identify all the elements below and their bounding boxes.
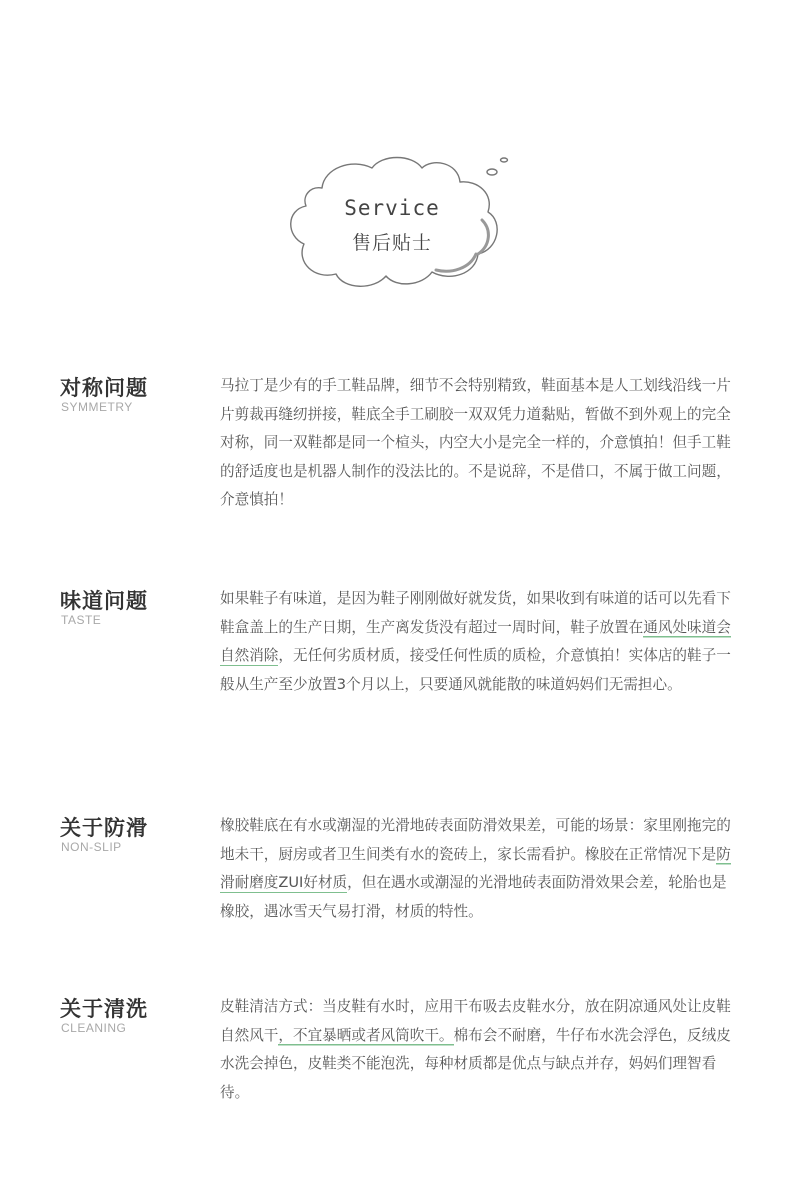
section-subtitle: SYMMETRY [61, 400, 133, 414]
highlighted-text: 通风处味道会自然消除 [220, 618, 731, 664]
section-subtitle: CLEANING [61, 1021, 127, 1035]
section-title: 关于清洗 [60, 997, 148, 1021]
section-text: 皮鞋清洁方式：当皮鞋有水时，应用干布吸去皮鞋水分，放在阴凉通风处让皮鞋自然风干，不宜暴晒或者风筒吹干。棉布会不耐磨，牛仔布水洗会浮色，反绒皮水洗会掉色，皮鞋类不能泡洗，每种材质都是优点与缺点并存，妈妈们理智看待。 [220, 998, 731, 1101]
highlighted-text: ，不宜暴晒或者风筒吹干。 [278, 1026, 454, 1044]
section-title: 对称问题 [60, 376, 148, 400]
section-title: 味道问题 [60, 589, 148, 613]
service-title: Service [344, 196, 440, 220]
service-subtitle: 售后贴士 [351, 232, 432, 254]
section-subtitle: TASTE [61, 613, 102, 627]
highlighted-text: 防滑耐磨度ZUI好材质 [220, 845, 731, 891]
section-text: 橡胶鞋底在有水或潮湿的光滑地砖表面防滑效果差，可能的场景：家里刚拖完的地未干，厨房或者卫生间类有水的瓷砖上，家长需看护。橡胶在正常情况下是防滑耐磨度ZUI好材质，但在遇水或潮湿的光滑地砖表面防滑效果会差，轮胎也是橡胶，遇冰雪天气易打滑，材质的特性。 [220, 817, 731, 920]
cloud-icon [282, 150, 512, 300]
section-title: 关于防滑 [60, 816, 148, 840]
section-subtitle: NON-SLIP [61, 840, 122, 854]
service-cloud-logo [282, 150, 512, 300]
section-text: 马拉丁是少有的手工鞋品牌，细节不会特别精致，鞋面基本是人工划线沿线一片片剪裁再缝纫拼接，鞋底全手工刷胶一双双凭力道黏贴，暂做不到外观上的完全对称，同一双鞋都是同一个楦头，内空大小是完全一样的，介意慎拍！但手工鞋的舒适度也是机器人制作的没法比的。不是说辞，不是借口，不属于做工问题，介意慎拍！ [220, 377, 731, 508]
section-text: 如果鞋子有味道，是因为鞋子刚刚做好就发货，如果收到有味道的话可以先看下鞋盒盖上的生产日期，生产离发货没有超过一周时间，鞋子放置在通风处味道会自然消除，无任何劣质材质，接受任何性质的质检，介意慎拍！实体店的鞋子一般从生产至少放置3个月以上，只要通风就能散的味道妈妈们无需担心。 [220, 590, 731, 693]
